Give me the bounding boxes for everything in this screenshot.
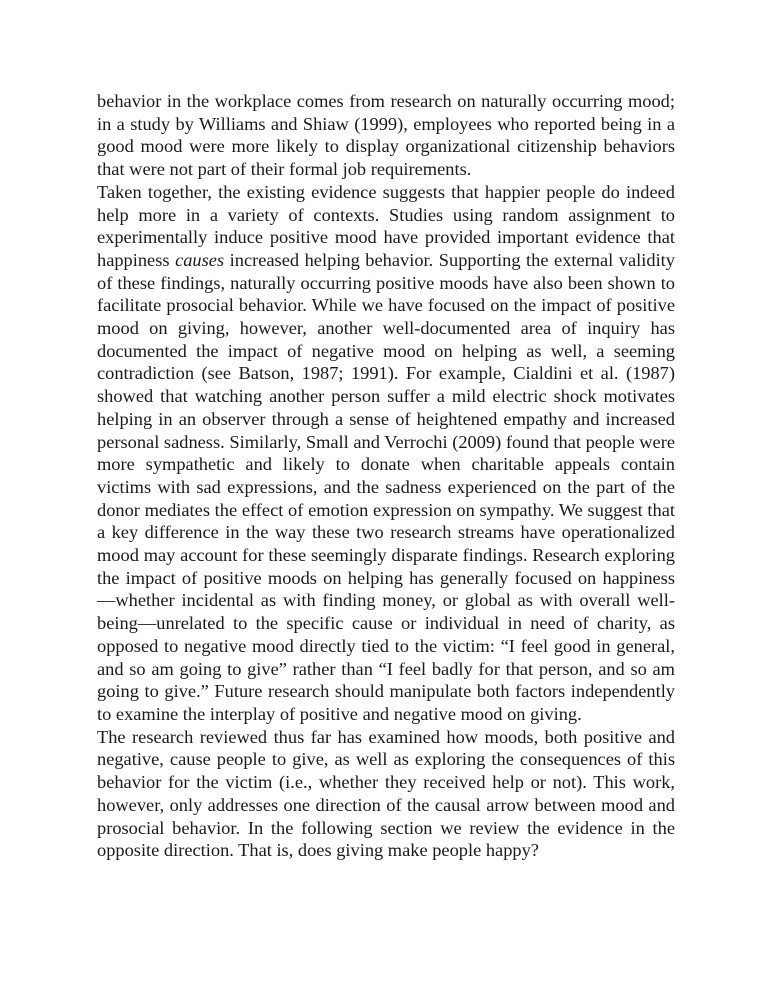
paragraph-2-emphasis: causes <box>175 249 225 270</box>
paragraph-3 <box>97 726 675 862</box>
paragraph-2 <box>97 181 675 726</box>
paragraph-1 <box>97 90 675 181</box>
document-body <box>97 90 675 862</box>
paragraph-3-text: The research reviewed thus far has examined how moods, both positive and negative, cause people to give, as well as exploring the consequences of this behavior for the victim (i.e., whether they received help or not). This work, however, only addresses one direction of the causal arrow between mood and prosocial behavior. In the following section we review the evidence in the opposite direction. That is, does giving make people happy? <box>97 726 675 861</box>
paragraph-2-text-a: Taken together, the existing evidence suggests that happier people do indeed help more in a variety of contexts. Studies using random assignment to experimentally induce positive mood have provided important evidence that happiness <box>97 181 675 270</box>
paragraph-2-text-b: increased helping behavior. Supporting the external validity of these findings, naturally occurring positive moods have also been shown to facilitate prosocial behavior. While we have focused on the impact of positive mood on giving, however, another well-documented area of inquiry has documented the impact of negative mood on helping as well, a seeming contradiction (see Batson, 1987; 1991). For example, Cialdini et al. (1987) showed that watching another person suffer a mild electric shock motivates helping in an observer through a sense of heightened empathy and increased personal sadness. Similarly, Small and Verrochi (2009) found that people were more sympathetic and likely to donate when charitable appeals contain victims with sad expressions, and the sadness experienced on the part of the donor mediates the effect of emotion expression on sympathy. We suggest that a key difference in the way these two research streams have operationalized mood may account for these seemingly disparate findings. Research exploring the impact of positive moods on helping has generally focused on happiness—whether incidental as with finding money, or global as with overall well-being—unrelated to the specific cause or individual in need of charity, as opposed to negative mood directly tied to the victim: “I feel good in general, and so am going to give” rather than “I feel badly for that person, and so am going to give.” Future research should manipulate both factors independently to examine the interplay of positive and negative mood on giving. <box>97 249 675 724</box>
paragraph-1-text: behavior in the workplace comes from research on naturally occurring mood; in a study by Williams and Shiaw (1999), employees who reported being in a good mood were more likely to display organizational citizenship behaviors that were not part of their formal job requirements. <box>97 91 675 180</box>
